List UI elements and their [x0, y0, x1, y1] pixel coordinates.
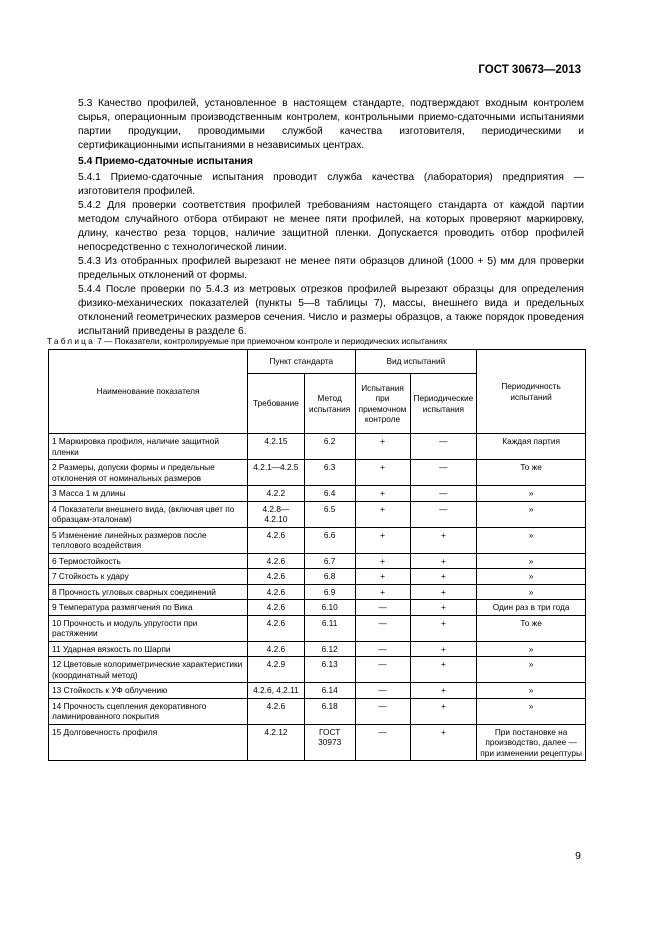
cell-acceptance: +: [355, 553, 410, 569]
table-row: [49, 698, 586, 724]
cell-periodic: +: [410, 600, 477, 616]
cell-indicator-name: 6 Термостойкость: [49, 553, 248, 569]
cell-periodic: +: [410, 724, 477, 761]
table-row: [49, 600, 586, 616]
paragraph-5-3: 5.3 Качество профилей, установленное в настоящем стандарте, подтверждают входным контролем сырья, операционным производственным контролем, контрольными приемо-сдаточными испытаниями партии продукции, проводимыми службой качества изготовителя, периодическими и сертификационными испытаниями в независимых центрах.: [78, 98, 584, 151]
paragraph-5-4-2: 5.4.2 Для проверки соответствия профилей требованиям настоящего стандарта от каждой партии методом случайного отбора отбирают не менее пяти профилей, на которых проверяют маркировку, длину, качество реза торцов, наличие защитной пленки. Допускается проводить отбор профилей непосредственно с технологической линии.: [78, 200, 584, 253]
cell-periodic: —: [410, 460, 477, 486]
indicators-table: [48, 349, 586, 761]
cell-periodicity: То же: [477, 460, 586, 486]
cell-acceptance: —: [355, 683, 410, 699]
cell-requirement: 4.2.6: [248, 584, 305, 600]
cell-periodicity: Один раз в три года: [477, 600, 586, 616]
cell-indicator-name: 8 Прочность угловых сварных соединений: [49, 584, 248, 600]
cell-indicator-name: 7 Стойкость к удару: [49, 569, 248, 585]
cell-acceptance: —: [355, 698, 410, 724]
cell-acceptance: +: [355, 501, 410, 527]
cell-periodic: +: [410, 641, 477, 657]
header-standard-point: Пункт стандарта: [248, 350, 356, 374]
table-caption: [47, 336, 447, 346]
table-row: [49, 486, 586, 502]
cell-requirement: 4.2.6: [248, 553, 305, 569]
cell-indicator-name: 4 Показатели внешнего вида, (включая цвет по образцам-эталонам): [49, 501, 248, 527]
cell-acceptance: +: [355, 486, 410, 502]
cell-periodicity: »: [477, 501, 586, 527]
cell-periodicity: »: [477, 527, 586, 553]
cell-method: 6.2: [304, 434, 355, 460]
cell-periodic: +: [410, 569, 477, 585]
cell-method: 6.5: [304, 501, 355, 527]
cell-method: 6.8: [304, 569, 355, 585]
cell-periodic: +: [410, 698, 477, 724]
cell-requirement: 4.2.12: [248, 724, 305, 761]
cell-periodic: —: [410, 434, 477, 460]
cell-periodicity: »: [477, 553, 586, 569]
cell-method: 6.3: [304, 460, 355, 486]
cell-requirement: 4.2.6: [248, 569, 305, 585]
cell-indicator-name: 14 Прочность сцепления декоративного ламинированного покрытия: [49, 698, 248, 724]
header-acceptance-tests: Испытания при приемочном контроле: [355, 374, 410, 434]
cell-requirement: 4.2.2: [248, 486, 305, 502]
cell-method: ГОСТ 30973: [304, 724, 355, 761]
cell-requirement: 4.2.6: [248, 615, 305, 641]
cell-periodic: +: [410, 553, 477, 569]
cell-method: 6.14: [304, 683, 355, 699]
cell-indicator-name: 15 Долговечность профиля: [49, 724, 248, 761]
cell-requirement: 4.2.6: [248, 600, 305, 616]
cell-method: 6.11: [304, 615, 355, 641]
cell-periodic: —: [410, 486, 477, 502]
cell-indicator-name: 10 Прочность и модуль упругости при растяжении: [49, 615, 248, 641]
cell-indicator-name: 12 Цветовые колориметрические характеристики (координатный метод): [49, 657, 248, 683]
cell-requirement: 4.2.6: [248, 698, 305, 724]
table-row: [49, 434, 586, 460]
cell-acceptance: —: [355, 724, 410, 761]
cell-periodic: +: [410, 527, 477, 553]
document-header: ГОСТ 30673—2013: [478, 64, 581, 76]
table-row: [49, 724, 586, 761]
cell-indicator-name: 3 Масса 1 м длины: [49, 486, 248, 502]
table-caption-text: 7 — Показатели, контролируемые при приемочном контроле и периодических испытаниях: [97, 336, 448, 346]
cell-requirement: 4.2.1—4.2.5: [248, 460, 305, 486]
cell-method: 6.12: [304, 641, 355, 657]
cell-method: 6.18: [304, 698, 355, 724]
cell-periodicity: То же: [477, 615, 586, 641]
cell-indicator-name: 1 Маркировка профиля, наличие защитной пленки: [49, 434, 248, 460]
cell-method: 6.6: [304, 527, 355, 553]
cell-periodic: +: [410, 615, 477, 641]
cell-requirement: 4.2.6: [248, 527, 305, 553]
cell-periodicity: »: [477, 486, 586, 502]
cell-periodicity: »: [477, 569, 586, 585]
cell-requirement: 4.2.6, 4.2.11: [248, 683, 305, 699]
table-caption-label: Таблица: [47, 336, 95, 346]
cell-periodic: +: [410, 683, 477, 699]
section-heading-5-4: 5.4 Приемо-сдаточные испытания: [78, 156, 253, 167]
table-row: [49, 501, 586, 527]
cell-indicator-name: 11 Ударная вязкость по Шарпи: [49, 641, 248, 657]
cell-method: 6.4: [304, 486, 355, 502]
cell-periodic: +: [410, 584, 477, 600]
table-row: [49, 553, 586, 569]
table-row: [49, 657, 586, 683]
header-test-method: Метод испытания: [304, 374, 355, 434]
cell-indicator-name: 2 Размеры, допуски формы и предельные отклонения от номинальных размеров: [49, 460, 248, 486]
table-row: [49, 584, 586, 600]
header-periodic-tests: Периодические испытания: [410, 374, 477, 434]
cell-method: 6.9: [304, 584, 355, 600]
cell-method: 6.13: [304, 657, 355, 683]
cell-periodicity: Каждая партия: [477, 434, 586, 460]
cell-indicator-name: 9 Температура размягчения по Вика: [49, 600, 248, 616]
table-row: [49, 683, 586, 699]
paragraph-5-4-4: 5.4.4 После проверки по 5.4.3 из метровых отрезков профилей вырезают образцы для определения физико-механических показателей (пункты 5—8 таблицы 7), массы, внешнего вида и предельных отклонений геометрических размеров сечения. Число и размеры образцов, а также порядок проведения испытаний приведены в разделе 6.: [78, 284, 584, 337]
cell-acceptance: +: [355, 460, 410, 486]
cell-acceptance: —: [355, 641, 410, 657]
cell-periodicity: »: [477, 698, 586, 724]
cell-periodic: —: [410, 501, 477, 527]
cell-indicator-name: 5 Изменение линейных размеров после теплового воздействия: [49, 527, 248, 553]
cell-periodic: +: [410, 657, 477, 683]
cell-requirement: 4.2.8—4.2.10: [248, 501, 305, 527]
header-name: Наименование показателя: [49, 350, 248, 434]
cell-acceptance: +: [355, 434, 410, 460]
header-requirement: Требование: [248, 374, 305, 434]
table-row: [49, 527, 586, 553]
cell-periodicity: »: [477, 657, 586, 683]
header-test-kind: Вид испытаний: [355, 350, 477, 374]
paragraph-5-4-1: 5.4.1 Приемо-сдаточные испытания проводит служба качества (лаборатория) предприятия — изготовителя профилей.: [78, 172, 584, 197]
cell-acceptance: —: [355, 600, 410, 616]
cell-periodicity: При постановке на производство, далее — при изменении рецептуры: [477, 724, 586, 761]
cell-periodicity: »: [477, 641, 586, 657]
cell-acceptance: —: [355, 615, 410, 641]
table-row: [49, 615, 586, 641]
cell-acceptance: +: [355, 584, 410, 600]
cell-periodicity: »: [477, 584, 586, 600]
page-number: 9: [575, 850, 581, 862]
cell-method: 6.7: [304, 553, 355, 569]
table-row: [49, 569, 586, 585]
cell-requirement: 4.2.9: [248, 657, 305, 683]
paragraph-5-4-3: 5.4.3 Из отобранных профилей вырезают не менее пяти образцов длиной (1000 + 5) мм для проверки предельных отклонений от формы.: [78, 256, 584, 281]
cell-acceptance: +: [355, 569, 410, 585]
header-periodicity: Периодичность испытаний: [477, 350, 586, 434]
cell-requirement: 4.2.6: [248, 641, 305, 657]
table-row: [49, 641, 586, 657]
cell-indicator-name: 13 Стойкость к УФ облучению: [49, 683, 248, 699]
cell-requirement: 4.2.15: [248, 434, 305, 460]
cell-method: 6.10: [304, 600, 355, 616]
cell-periodicity: »: [477, 683, 586, 699]
table-row: [49, 460, 586, 486]
cell-acceptance: +: [355, 527, 410, 553]
cell-acceptance: —: [355, 657, 410, 683]
